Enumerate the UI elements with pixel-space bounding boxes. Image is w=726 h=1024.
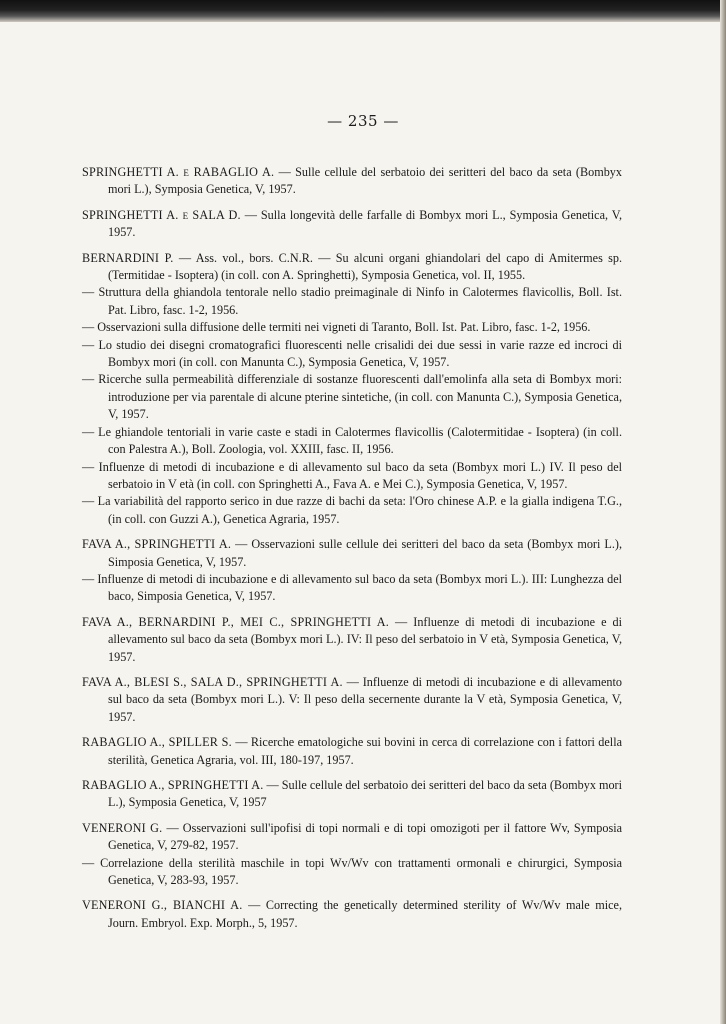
entry-text: — Struttura della ghiandola tentorale nello stadio preimaginale di Ninfo in Calotermes flavicollis, Boll. Ist. Pat. Libro, fasc. 1-2, 1956. bbox=[82, 285, 622, 317]
entry-item bbox=[82, 614, 622, 666]
entry-item bbox=[82, 337, 622, 372]
entry-author: FAVA A., BLESI S., SALA D., SPRINGHETTI A. bbox=[82, 674, 343, 689]
entry-text: — Sulle cellule del serbatoio dei seritteri del baco da seta (Bombyx mori L.), Symposia Genetica, V, 1957. bbox=[108, 165, 622, 197]
entry-item bbox=[82, 855, 622, 890]
entry-author: SPRINGHETTI A. e SALA D. bbox=[82, 207, 241, 222]
entry-text: — Influenze di metodi di incubazione e di allevamento sul baco da seta (Bombyx mori L.). V: Il peso della secernente durante la V età, Symposia Genetica, V, 1957. bbox=[108, 674, 622, 724]
entry-item bbox=[82, 897, 622, 932]
entry-item bbox=[82, 571, 622, 606]
entry-text: — Osservazioni sulle cellule dei seritteri del baco da seta (Bombyx mori L.), Simposia Genetica, V, 1957. bbox=[108, 537, 623, 569]
entry-item bbox=[82, 284, 622, 319]
entry-item bbox=[82, 207, 622, 242]
bibliography-entry bbox=[82, 164, 622, 199]
entry-text: — Sulla longevità delle farfalle di Bombyx mori L., Symposia Genetica, V, 1957. bbox=[108, 207, 623, 240]
entry-text: — Influenze di metodi di incubazione e di allevamento sul baco da seta (Bombyx mori L.) IV. Il peso del serbatoio in V età (in coll. con Springhetti A., Fava A. e Mei C.), Symposia Genetica, V, 1957. bbox=[82, 459, 622, 491]
entry-item bbox=[82, 250, 622, 285]
entry-item bbox=[82, 734, 622, 769]
entry-text: — Osservazioni sulla diffusione delle termiti nei vigneti di Taranto, Boll. Ist. Pat. Libro, fasc. 1-2, 1956. bbox=[82, 320, 591, 335]
entry-text: — Ass. vol., bors. C.N.R. — Su alcuni organi ghiandolari del capo di Amitermes sp. (Termitidae - Isoptera) (in coll. con A. Springhetti), Symposia Genetica, vol. II, 1955. bbox=[108, 250, 623, 283]
entry-author: FAVA A., BERNARDINI P., MEI C., SPRINGHETTI A. bbox=[82, 614, 390, 629]
bibliography-entry bbox=[82, 674, 622, 726]
entry-item bbox=[82, 674, 622, 726]
scan-edge-top bbox=[0, 0, 726, 22]
entry-item bbox=[82, 820, 622, 855]
entry-text: — Influenze di metodi di incubazione e di allevamento sul baco da seta (Bombyx mori L.). III: Lunghezza del baco, Simposia Genetica, V, 1957. bbox=[82, 571, 622, 604]
entry-item bbox=[82, 371, 622, 423]
entry-item bbox=[82, 777, 622, 812]
bibliography-entry bbox=[82, 734, 622, 769]
entry-text: — Sulle cellule del serbatoio dei seritteri del baco da seta (Bombyx mori L.), Symposia Genetica, V, 1957 bbox=[108, 778, 622, 810]
scan-edge-right bbox=[720, 0, 726, 1024]
page-number: — 235 — bbox=[327, 112, 399, 130]
entry-text: — Correcting the genetically determined sterility of Wv/Wv male mice, Journ. Embryol. Exp. Morph., 5, 1957. bbox=[108, 898, 623, 930]
bibliography-entry bbox=[82, 614, 622, 666]
entry-author: VENERONI G., BIANCHI A. bbox=[82, 898, 243, 913]
entry-text: — Ricerche ematologiche sui bovini in cerca di correlazione con i fattori della sterilità, Genetica Agraria, vol. III, 180-197, 1957. bbox=[108, 735, 622, 767]
bibliography-entry bbox=[82, 777, 622, 812]
entry-text: — Correlazione della sterilità maschile in topi Wv/Wv con trattamenti ormonali e chirurgici, Symposia Genetica, V, 283-93, 1957. bbox=[82, 855, 622, 888]
entry-text: — Le ghiandole tentoriali in varie caste e stadi in Calotermes flavicollis (Calotermitidae - Isoptera) (in coll. con Palestra A.), Boll. Zoologia, vol. XXIII, fasc. II, 1956. bbox=[82, 424, 622, 457]
entry-author: FAVA A., SPRINGHETTI A. bbox=[82, 537, 232, 552]
entry-author: SPRINGHETTI A. e RABAGLIO A. bbox=[82, 165, 275, 179]
entry-item bbox=[82, 164, 622, 199]
bibliography-list bbox=[82, 164, 622, 940]
entry-item bbox=[82, 459, 622, 494]
entry-text: — La variabilità del rapporto serico in due razze di bachi da seta: l'Oro chinese A.P. e la gialla indigena T.G., (in coll. con Guzzi A.), Genetica Agraria, 1957. bbox=[82, 494, 622, 526]
bibliography-entry bbox=[82, 207, 622, 242]
entry-item bbox=[82, 319, 622, 336]
entry-text: — Ricerche sulla permeabilità differenziale di sostanze fluorescenti dall'emolinfa alla seta di Bombyx mori: introduzione per via parentale di alcune pterine sintetiche, (in coll. con Manunta C.), Symposia Genetica, V, 1957. bbox=[82, 372, 622, 422]
entry-author: VENERONI G. bbox=[82, 820, 163, 835]
entry-item bbox=[82, 424, 622, 459]
entry-author: RABAGLIO A., SPRINGHETTI A. bbox=[82, 778, 264, 792]
entry-item bbox=[82, 536, 622, 571]
bibliography-entry bbox=[82, 897, 622, 932]
bibliography-entry bbox=[82, 536, 622, 606]
entry-author: RABAGLIO A., SPILLER S. bbox=[82, 735, 232, 750]
bibliography-entry bbox=[82, 820, 622, 890]
entry-text: — Lo studio dei disegni cromatografici fluorescenti nelle crisalidi dei due sessi in varie razze ed incroci di Bombyx mori (in coll. con Manunta C.), Symposia Genetica, V, 1957. bbox=[82, 337, 622, 370]
entry-item bbox=[82, 493, 622, 528]
entry-text: — Influenze di metodi di incubazione e di allevamento sul baco da seta (Bombyx mori L.). IV: Il peso del serbatoio in V età, Symposia Genetica, V, 1957. bbox=[108, 614, 622, 664]
entry-author: BERNARDINI P. bbox=[82, 250, 174, 265]
entry-text: — Osservazioni sull'ipofisi di topi normali e di topi omozigoti per il fattore Wv, Symposia Genetica, V, 279-82, 1957. bbox=[108, 820, 622, 853]
bibliography-entry bbox=[82, 250, 622, 529]
